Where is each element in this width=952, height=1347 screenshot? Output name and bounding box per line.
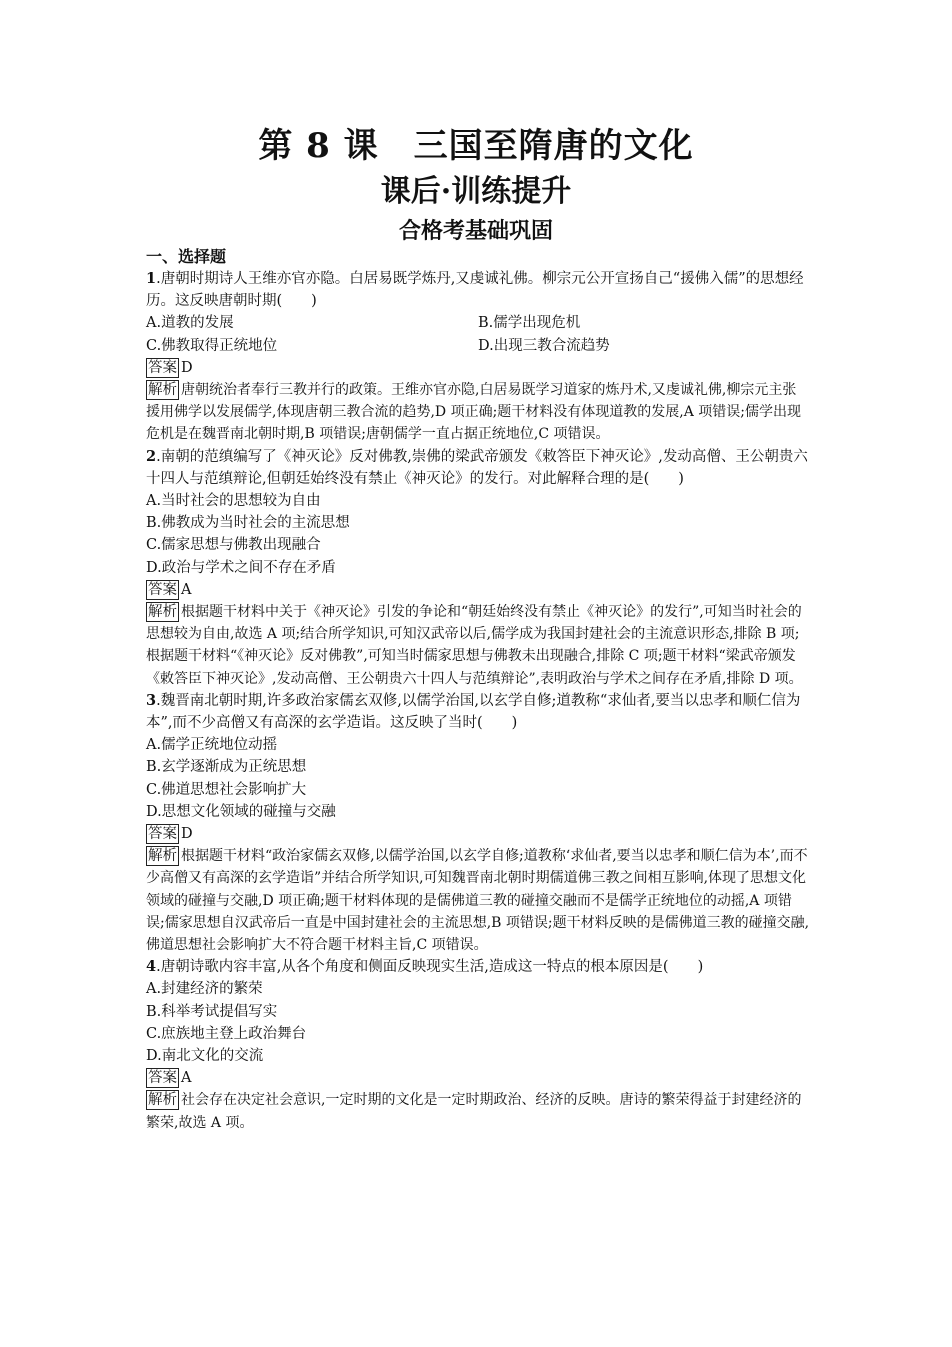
analysis-text: 解析 社会存在决定社会意识,一定时期的文化是一定时期政治、经济的反映。唐诗的繁荣得益于封建经济的繁荣,故选 A 项。: [146, 1092, 802, 1131]
answer-tag: 答案: [148, 359, 177, 376]
question-stem: 2.南朝的范缜编写了《神灭论》反对佛教,崇佛的梁武帝颁发《敕答臣下神灭论》,发动高僧、王公朝贵六十四人与范缜辩论,但朝廷始终没有禁止《神灭论》的发行。对此解释合理的是( ): [146, 447, 808, 487]
answer-value: A: [181, 581, 192, 598]
answer-value: D: [181, 359, 193, 376]
lesson-title: 第 8 课 三国至隋唐的文化: [258, 126, 694, 166]
part-heading: 一、选择题: [146, 247, 227, 266]
lesson-subtitle: 课后·训练提升: [380, 174, 572, 209]
option-c: C.儒家思想与佛教出现融合: [146, 537, 321, 554]
answer-line: [146, 579, 810, 601]
analysis-text: 解析 根据题干材料中关于《神灭论》引发的争论和“朝廷始终没有禁止《神灭论》的发行”,可知当时社会的思想较为自由,故选 A 项;结合所学知识,可知汉武帝以后,儒学成为我国封建社会的主流意识形态,排除 B 项;根据题干材料“《神灭论》反对佛教”,可知当时儒家思想与佛教未出现融合,排除 C 项;题干材料“梁武帝颁发《敕答臣下神灭论》,发动高僧、王公朝贵六十四人与范缜辩论”,表明政治与学术之间存在矛盾,排除 D 项。: [146, 604, 803, 687]
answer-value: A: [181, 1070, 192, 1087]
question-stem: 1.唐朝时期诗人王维亦官亦隐。白居易既学炼丹,又虔诚礼佛。柳宗元公开宣扬自己“援佛入儒”的思想经历。这反映唐朝时期( ): [146, 270, 804, 310]
option-c: C.佛教取得正统地位: [146, 337, 278, 354]
option-a: A.当时社会的思想较为自由: [146, 493, 321, 510]
question-block: [146, 690, 810, 956]
analysis-tag: 解析: [148, 848, 177, 865]
option-c: C.庶族地主登上政治舞台: [146, 1025, 307, 1042]
analysis-tag: 解析: [148, 1092, 177, 1109]
option-b: B.儒学出现危机: [478, 315, 581, 332]
question-number: 4: [146, 958, 157, 976]
answer-line: [146, 357, 810, 379]
question-block: [146, 446, 810, 690]
answer-tag: 答案: [148, 826, 177, 843]
section-heading: 合格考基础巩固: [398, 219, 553, 244]
answer-value: D: [181, 826, 193, 843]
exercise-content: [146, 246, 810, 1134]
option-b: B.玄学逐渐成为正统思想: [146, 759, 307, 776]
question-block: [146, 268, 810, 446]
question-number: 2: [146, 447, 157, 465]
answer-tag: 答案: [148, 1070, 177, 1087]
option-c: C.佛道思想社会影响扩大: [146, 781, 307, 798]
analysis-text: 解析 唐朝统治者奉行三教并行的政策。王维亦官亦隐,白居易既学习道家的炼丹术,又虔诚礼佛,柳宗元主张援用佛学以发展儒学,体现唐朝三教合流的趋势,D 项正确;题干材料没有体现道教的发展,A 项错误;儒学出现危机是在魏晋南北朝时期,B 项错误;唐朝儒学一直占据正统地位,C 项错误。: [146, 382, 802, 443]
answer-tag: 答案: [148, 581, 177, 598]
answer-line: [146, 823, 810, 845]
option-a: A.儒学正统地位动摇: [146, 737, 278, 754]
analysis-tag: 解析: [148, 604, 177, 621]
option-d: D.南北文化的交流: [146, 1048, 264, 1065]
question-number: 1: [146, 270, 157, 287]
question-stem: 3.魏晋南北朝时期,许多政治家儒玄双修,以儒学治国,以玄学自修;道教称“求仙者,要当以忠孝和顺仁信为本”,而不少高僧又有高深的玄学造诣。这反映了当时( ): [146, 691, 801, 732]
option-b: B.科举考试提倡写实: [146, 1003, 278, 1020]
question-number: 3: [146, 691, 157, 709]
option-d: D.政治与学术之间不存在矛盾: [146, 559, 336, 576]
answer-line: [146, 1067, 810, 1089]
analysis-text: 解析 根据题干材料“政治家儒玄双修,以儒学治国,以玄学自修;道教称‘求仙者,要当以忠孝和顺仁信为本’,而不少高僧又有高深的玄学造诣”并结合所学知识,可知魏晋南北朝时期儒道佛三教之间相互影响,体现了思想文化领域的碰撞与交融,D 项正确;题干材料体现的是儒佛道三教的碰撞交融而不是儒学正统地位的动摇,A 项错误;儒家思想自汉武帝后一直是中国封建社会的主流思想,B 项错误;题干材料反映的是儒佛道三教的碰撞交融,佛道思想社会影响扩大不符合题干材料主旨,C 项错误。: [146, 848, 810, 954]
option-d: D.出现三教合流趋势: [478, 337, 610, 354]
option-a: A.封建经济的繁荣: [146, 981, 263, 998]
option-a: A.道教的发展: [146, 315, 234, 332]
question-block: [146, 956, 810, 1134]
question-stem: 4.唐朝诗歌内容丰富,从各个角度和侧面反映现实生活,造成这一特点的根本原因是( ): [146, 958, 704, 976]
analysis-tag: 解析: [148, 382, 177, 398]
options-list: [146, 312, 810, 356]
option-b: B.佛教成为当时社会的主流思想: [146, 515, 350, 532]
option-d: D.思想文化领域的碰撞与交融: [146, 803, 336, 820]
